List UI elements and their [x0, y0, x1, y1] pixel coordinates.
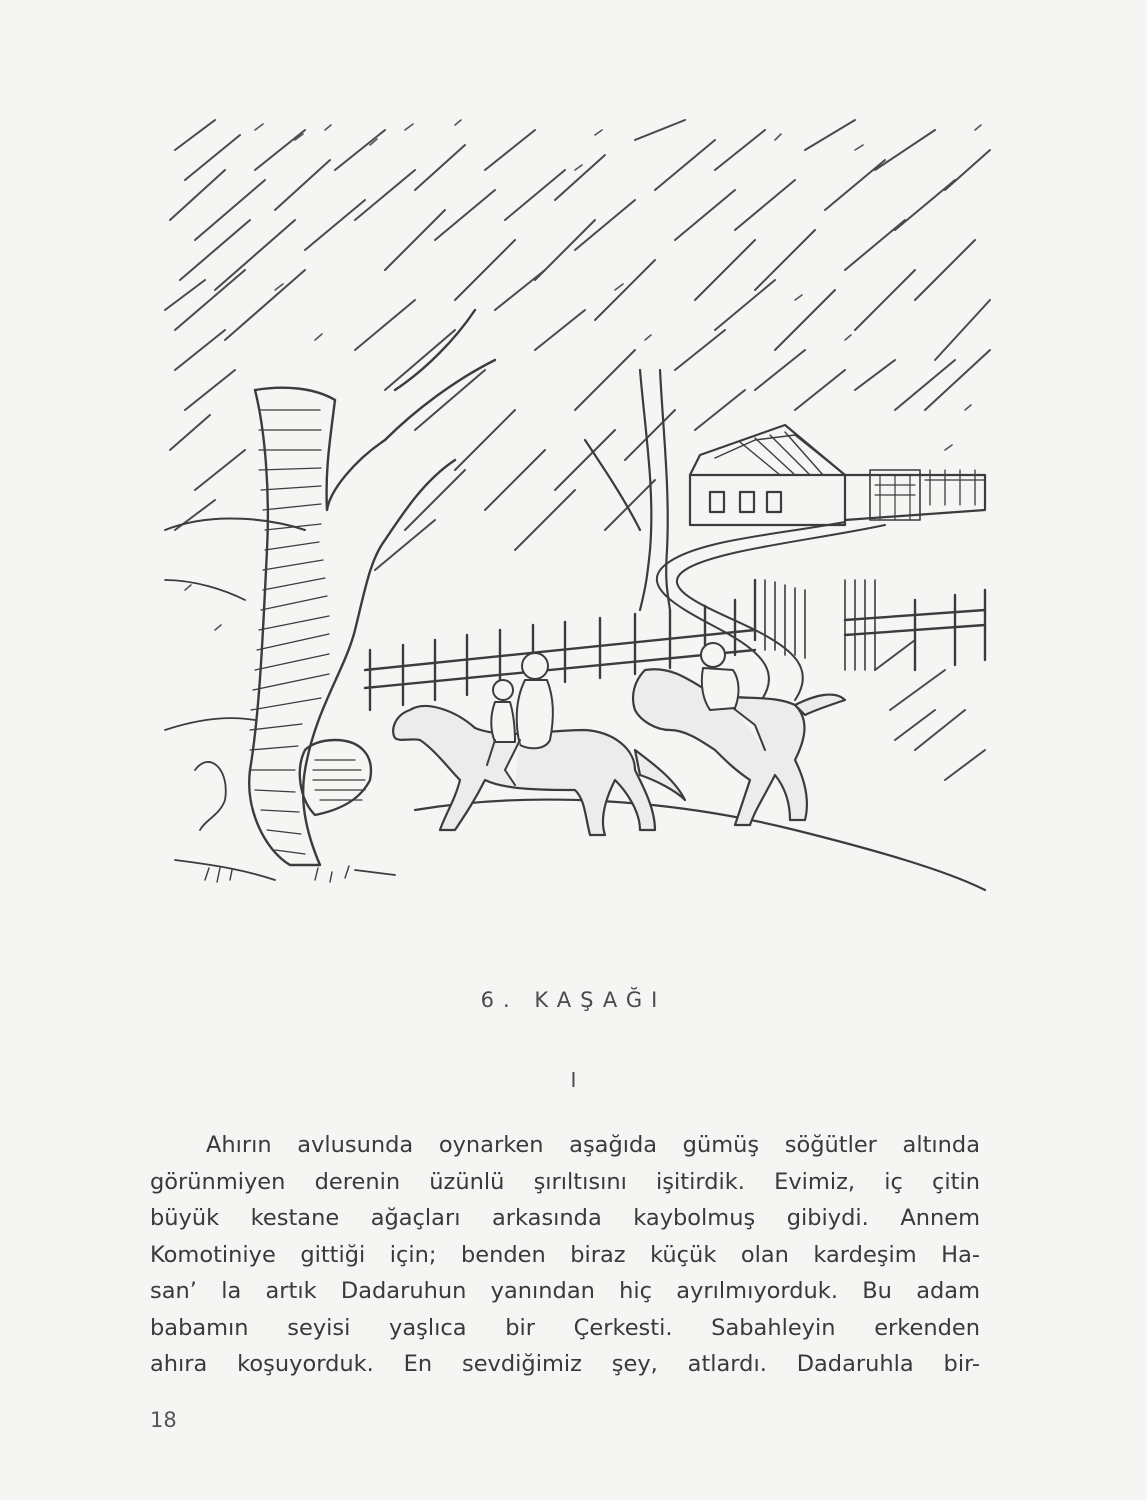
page-number: 18 [150, 1408, 177, 1432]
text-line: görünmiyen derenin üzünlü şırıltısını işitirdik. Evimiz, iç çitin [150, 1168, 980, 1195]
text-line: san’ la artık Dadaruhun yanından hiç ayrılmıyorduk. Bu adam [150, 1278, 980, 1304]
text-line: babamın seyisi yaşlıca bir Çerkesti. Sabahleyin erkenden [150, 1314, 980, 1341]
body-paragraph [150, 1127, 980, 1383]
chapter-heading [0, 988, 1147, 1012]
text-line: büyük kestane ağaçları arkasında kaybolmuş gibiydi. Annem [150, 1205, 980, 1231]
chapter-number: 6. [480, 988, 519, 1012]
text-line: Komotiniye gittiği için; benden biraz küçük olan kardeşim Ha- [150, 1241, 980, 1268]
text-line: ahıra koşuyorduk. En sevdiğimiz şey, atlardı. Dadaruhla bir- [150, 1351, 980, 1377]
chapter-title: KAŞAĞI [534, 988, 667, 1012]
section-number: I [570, 1068, 577, 1092]
text-line: Ahırın avlusunda oynarken aşağıda gümüş söğütler altında [206, 1132, 980, 1158]
chapter-illustration [155, 110, 995, 900]
